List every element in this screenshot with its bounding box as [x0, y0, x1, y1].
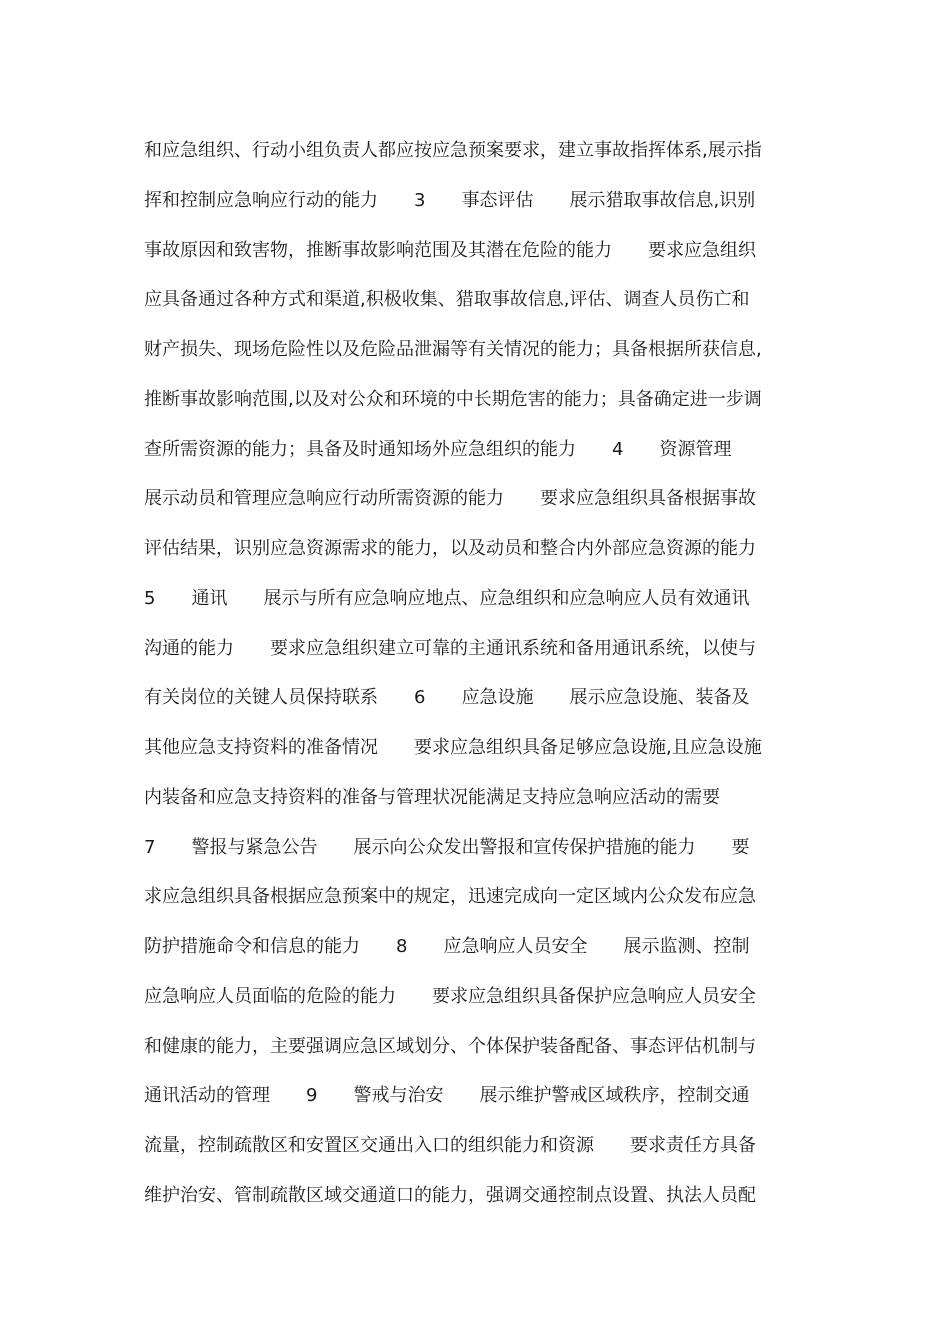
- text-line: 和应急组织、行动小组负责人都应按应急预案要求，建立事故指挥体系,展示指: [144, 140, 762, 161]
- text-line: 求应急组织具备根据应急预案中的规定，迅速完成向一定区域内公众发布应急: [144, 886, 756, 908]
- text-line: 流量，控制疏散区和安置区交通出入口的组织能力和资源 要求责任方具备: [144, 1135, 756, 1156]
- text-line: 有关岗位的关键人员保持联系 6 应急设施 展示应急设施、装备及: [144, 687, 750, 709]
- text-line: 应急响应人员面临的危险的能力 要求应急组织具备保护应急响应人员安全: [144, 985, 756, 1007]
- text-line: 挥和控制应急响应行动的能力 3 事态评估 展示猎取事故信息,识别: [144, 189, 756, 211]
- text-line: 维护治安、管制疏散区域交通道口的能力，强调交通控制点设置、执法人员配: [144, 1184, 756, 1206]
- text-line: 查所需资源的能力；具备及时通知场外应急组织的能力 4 资源管理: [144, 438, 732, 460]
- text-line: 5 通讯 展示与所有应急响应地点、应急组织和应急响应人员有效通讯: [144, 587, 750, 609]
- text-line: 通讯活动的管理 9 警戒与治安 展示维护警戒区域秩序，控制交通: [144, 1085, 750, 1107]
- body-text: [144, 126, 824, 1221]
- text-line: 和健康的能力，主要强调应急区域划分、个体保护装备配备、事态评估机制与: [144, 1035, 756, 1057]
- text-line: 评估结果，识别应急资源需求的能力，以及动员和整合内外部应急资源的能力: [144, 538, 756, 559]
- text-line: 内装备和应急支持资料的准备与管理状况能满足支持应急响应活动的需要: [144, 786, 720, 808]
- text-line: 7 警报与紧急公告 展示向公众发出警报和宣传保护措施的能力 要: [144, 836, 750, 858]
- text-line: 事故原因和致害物，推断事故影响范围及其潜在危险的能力 要求应急组织: [144, 239, 756, 261]
- text-line: 推断事故影响范围,以及对公众和环境的中长期危害的能力；具备确定进一步调: [144, 388, 762, 410]
- text-line: 财产损失、现场危险性以及危险品泄漏等有关情况的能力；具备根据所获信息,: [144, 339, 762, 360]
- text-line: 其他应急支持资料的准备情况 要求应急组织具备足够应急设施,且应急设施: [144, 737, 762, 758]
- text-line: 防护措施命令和信息的能力 8 应急响应人员安全 展示监测、控制: [144, 936, 750, 957]
- text-line: 沟通的能力 要求应急组织建立可靠的主通讯系统和备用通讯系统，以使与: [144, 637, 756, 659]
- text-line: 应具备通过各种方式和渠道,积极收集、猎取事故信息,评估、调查人员伤亡和: [144, 289, 750, 311]
- text-line: 展示动员和管理应急响应行动所需资源的能力 要求应急组织具备根据事故: [144, 488, 756, 510]
